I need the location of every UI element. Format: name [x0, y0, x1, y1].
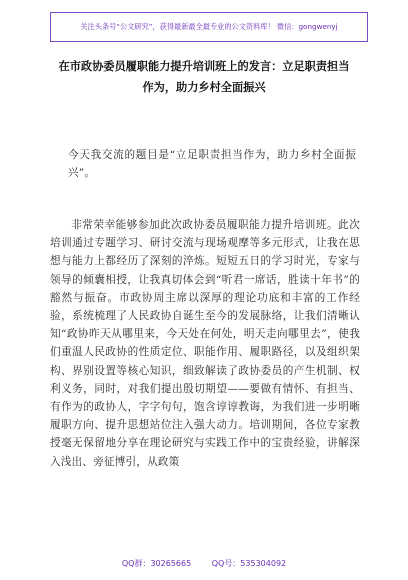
footer-qq-group: QQ群：30265665 — [121, 559, 192, 568]
paragraph-intro: 今天我交流的题目是“立足职责担当作为，助力乡村全面振兴”。 — [68, 149, 356, 179]
footer-qq-number: QQ号：535304092 — [211, 559, 287, 568]
footer-contact — [0, 558, 408, 569]
document-title: 在市政协委员履职能力提升培训班上的发言：立足职责担当作为，助力乡村全面振兴 — [58, 60, 350, 94]
paragraph-body: 非常荣幸能够参加此次政协委员履职能力提升培训班。此次培训通过专题学习、研讨交流与现场观摩等多元形式，让我在思想与能力上都经历了深刻的淬炼。短短五日的学习时光，专家与领导的倾囊相授，让我真切体会到“听君一席话，胜读十年书”的豁然与振奋。市政协周主席以深厚的理论功底和丰富的工作经验，系统梳理了人民政协自诞生至今的发展脉络，让我们清晰认知“政协昨天从哪里来，今天处在何处，明天走向哪里去”，使我们重温人民政协的性质定位、职能作用、履职路径，以及组织架构、界别设置等核心知识，细致解读了政协委员的产生机制、权利义务，同时，对我们提出殷切期望——要做有情怀、有担当、有作为的政协人，字字句句，饱含谆谆教诲，为我们进一步明晰履职方向、提升思想站位注入强大动力。培训期间，各位专家教授毫无保留地分享在理论研究与实践工作中的宝贵经验，讲解深入浅出、旁征博引，从政策 — [50, 219, 360, 468]
banner-text: 关注头条号“公文研究”，获得最新最全最专业的公文资料库！ 微信：gongwenyj — [80, 22, 338, 31]
header-banner — [50, 12, 368, 42]
